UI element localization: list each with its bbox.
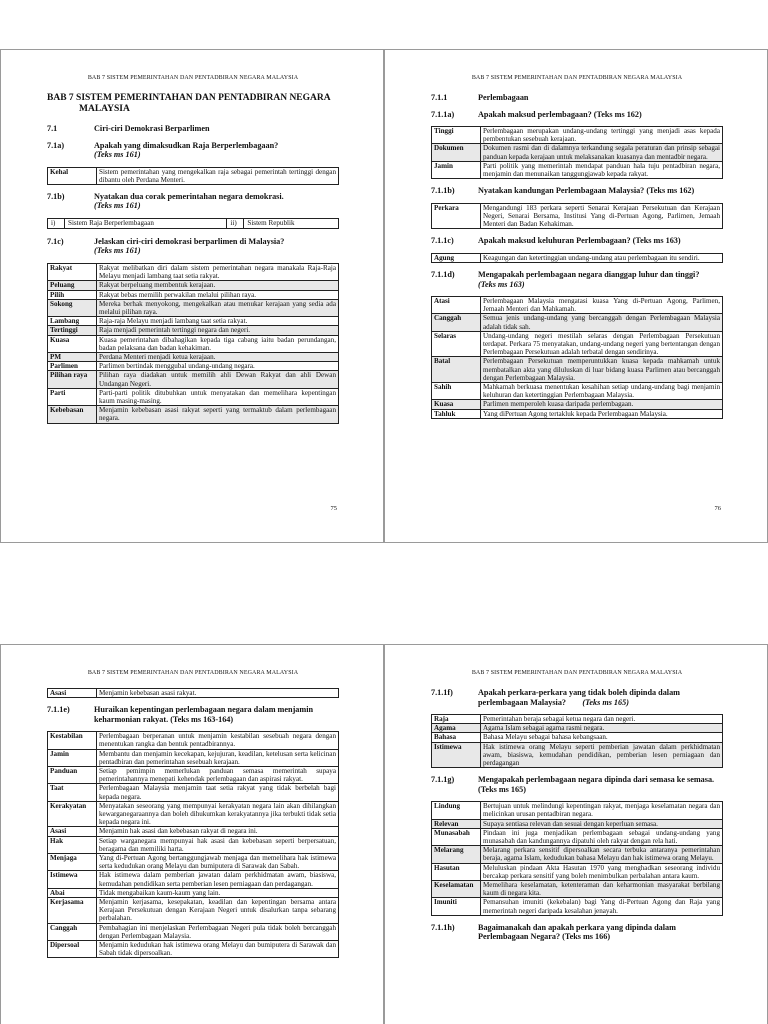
description-cell: Parti politik yang memerintah mendapat panduan hala tuju pentadbiran negara, menjamin dan menunaikan tanggungjawab kepada rakyat. bbox=[481, 161, 723, 178]
question-number: 7.1.1f) bbox=[431, 688, 453, 697]
term-cell: Istimewa bbox=[48, 871, 97, 888]
table-row bbox=[432, 881, 723, 898]
question-number: 7.1.1a) bbox=[431, 109, 455, 119]
term-cell: Tinggi bbox=[432, 127, 481, 144]
question-heading bbox=[431, 110, 723, 120]
description-cell: Bahasa Melayu sebagai bahasa kebangsaan. bbox=[481, 733, 723, 742]
description-cell: Keagungan dan ketertinggian undang-undang atau perlembagaan itu sendiri. bbox=[481, 253, 723, 262]
term-cell: Lambang bbox=[48, 317, 97, 326]
table-row bbox=[48, 888, 339, 897]
definition-table bbox=[431, 126, 723, 179]
definition-table bbox=[431, 714, 723, 768]
definition-table bbox=[431, 296, 723, 419]
description-cell: Parti-parti politik ditubuhkan untuk menyatakan dan memelihara kepentingan kaum masing-masing. bbox=[97, 388, 339, 405]
question-number: 7.1.1h) bbox=[431, 922, 455, 932]
table-row bbox=[48, 371, 339, 388]
description-cell: Perlembagaan Malaysia menjamin taat setia rakyat yang tidak berbelah bagi kepada negara. bbox=[97, 784, 339, 801]
question-heading bbox=[431, 270, 723, 289]
description-cell: Rakyat berpeluang membentuk kerajaan. bbox=[97, 281, 339, 290]
definition-table bbox=[47, 167, 339, 185]
question-heading bbox=[47, 192, 339, 211]
table-row bbox=[432, 144, 723, 161]
question-heading bbox=[47, 705, 339, 724]
table-row bbox=[48, 263, 339, 280]
section-heading bbox=[431, 93, 723, 103]
question-text: Apakah maksud keluhuran Perlembagaan? (Teks ms 163) bbox=[478, 236, 681, 246]
term-cell: Kuasa bbox=[48, 335, 97, 352]
description-cell: Setiap pemimpin memerlukan panduan semasa memerintah supaya pemerintahannya menepati kehendak perlembagaan dan aspirasi rakyat. bbox=[97, 767, 339, 784]
term-cell: Hak bbox=[48, 836, 97, 853]
table-body bbox=[432, 127, 723, 179]
description-cell: Pilihan raya diadakan untuk memilih ahli Dewan Rakyat dan ahli Dewan Undangan Negeri. bbox=[97, 371, 339, 388]
description-cell: Mereka berhak menyokong, mengekalkan atau menukar kerajaan yang sedia ada melalui pilihan raya. bbox=[97, 299, 339, 316]
description-cell: Yang di-Pertuan Agong bertanggungjawab menjaga dan memelihara hak istimewa serta kedudukan orang Melayu dan bumiputera di Sarawak dan Sabah. bbox=[97, 854, 339, 871]
table-row bbox=[432, 127, 723, 144]
question-heading bbox=[431, 236, 723, 246]
table-body bbox=[48, 263, 339, 423]
description-cell: Hak istimewa orang Melayu seperti pemberian jawatan dalam perkhidmatan awam, biasiswa, kemudahan pendidikan, pemberian lesen perniagaan dan perdagangan bbox=[481, 742, 723, 768]
table-body bbox=[432, 253, 723, 262]
table-row bbox=[432, 331, 723, 357]
question-heading bbox=[431, 688, 723, 707]
table-row bbox=[432, 715, 723, 724]
question-text: Huraikan kepentingan perlembagaan negara dalam menjamin keharmonian rakyat. (Teks ms 163-164) bbox=[94, 705, 314, 724]
term-cell: Sahih bbox=[432, 383, 481, 400]
description-cell: Mahkamah berkuasa menentukan kesahihan setiap undang-undang bagi menjamin keluhuran dan ketertinggian Perlembagaan Malaysia. bbox=[481, 383, 723, 400]
table-row bbox=[48, 836, 339, 853]
description-cell: Dokumen rasmi dan di dalamnya terkandung segala peraturan dan prinsip sebagai panduan kepada kerajaan untuk melaksanakan kuasanya dan mentadbir negara. bbox=[481, 144, 723, 161]
question-number: 7.1.1d) bbox=[431, 270, 455, 280]
table-row bbox=[48, 167, 339, 184]
page-77-content bbox=[47, 645, 339, 964]
table-row bbox=[432, 297, 723, 314]
question-number: 7.1.1e) bbox=[47, 705, 70, 715]
chapter-title bbox=[47, 93, 339, 115]
term-cell: Kebebasan bbox=[48, 406, 97, 423]
table-row bbox=[48, 317, 339, 326]
question-text: Mengapakah perlembagaan negara dianggap luhur dan tinggi? (Teks ms 163) bbox=[478, 270, 700, 289]
definition-table bbox=[47, 731, 339, 958]
table-row bbox=[48, 898, 339, 924]
table-row bbox=[48, 871, 339, 888]
term-cell: Tertinggi bbox=[48, 326, 97, 335]
table-row bbox=[48, 218, 339, 228]
description-cell: Supaya sentiasa relevan dan sesuai dengan keperluan semasa. bbox=[481, 819, 723, 828]
description-cell: Perlembagaan berperanan untuk menjamin kestabilan sesebuah negara dengan menentukan rangka dan bentuk pentadbirannya. bbox=[97, 732, 339, 749]
table-row bbox=[48, 749, 339, 766]
description-cell: Yang diPertuan Agong tertakluk kepada Perlembagaan Malaysia. bbox=[481, 409, 723, 418]
table-row bbox=[432, 383, 723, 400]
table-row bbox=[48, 326, 339, 335]
question-text: Bagaimanakah dan apakah perkara yang dipinda dalam Perlembagaan Negara? (Teks ms 166) bbox=[478, 922, 676, 942]
table-row bbox=[48, 388, 339, 405]
table-row bbox=[48, 299, 339, 316]
term-cell: Agung bbox=[432, 253, 481, 262]
description-cell: Perlembagaan Persekutuan memperuntukkan kuasa kepada mahkamah untuk membatalkan akta yang diluluskan di luar bidang kuasa Parlimen atau bercanggah dengan Perlembagaan Malaysia. bbox=[481, 357, 723, 383]
description-cell: Hak istimewa dalam pemberian jawatan dalam perkhidmatan awam, biasiswa, kemudahan pendidikan serta pemberian lesen perniagaan dan perdagangan. bbox=[97, 871, 339, 888]
term-cell: Imuniti bbox=[432, 898, 481, 915]
table-row bbox=[48, 281, 339, 290]
table-row bbox=[432, 863, 723, 880]
term-cell: Kehal bbox=[48, 167, 97, 184]
table-row bbox=[432, 400, 723, 409]
term-cell: Relevan bbox=[432, 819, 481, 828]
description-cell: Menjamin kebebasan asasi rakyat seperti yang termaktub dalam perlembagaan negara. bbox=[97, 406, 339, 423]
description-cell: Undang-undang negeri mestilah selaras dengan Perlembagaan Persekutuan terdapat. Perkara 75 menyatakan, undang-undang negeri yang bertentangan dengan Perlembagaan Persekutuan adalah terbatal dengan sendirinya. bbox=[481, 331, 723, 357]
table-row bbox=[48, 767, 339, 784]
section-number: 7.1 bbox=[47, 124, 58, 133]
definition-table bbox=[431, 801, 723, 916]
answer-table bbox=[47, 218, 339, 229]
description-cell: Meluluskan pindaan Akta Hasutan 1970 yang menghadkan seseorang individu bercakap perkara sensitif yang boleh menimbulkan perbalahan antara kaum. bbox=[481, 863, 723, 880]
term-cell: Agama bbox=[432, 724, 481, 733]
definition-table bbox=[431, 203, 723, 230]
table-row bbox=[48, 854, 339, 871]
page-77 bbox=[0, 644, 384, 1024]
table-row bbox=[48, 352, 339, 361]
page-number: 75 bbox=[330, 505, 337, 512]
question-text: Apakah perkara-perkara yang tidak boleh dipinda dalam perlembagaan Malaysia? (Teks ms 165) bbox=[478, 688, 681, 707]
page-75 bbox=[0, 49, 384, 543]
term-cell: Atasi bbox=[432, 297, 481, 314]
table-cell: Sistem Republik bbox=[244, 218, 339, 228]
description-cell: Perlembagaan Malaysia mengatasi kuasa Yang di-Pertuan Agong, Parlimen, Jemaah Menteri dan Mahkamah. bbox=[481, 297, 723, 314]
table-row bbox=[48, 732, 339, 749]
question-number: 7.1.1c) bbox=[431, 236, 454, 246]
definition-table bbox=[47, 688, 339, 698]
term-cell: Kerjasama bbox=[48, 898, 97, 924]
table-row bbox=[48, 362, 339, 371]
table-cell: Sistem Raja Berperlembagaan bbox=[65, 218, 227, 228]
page-78-content bbox=[431, 645, 723, 949]
table-row bbox=[432, 898, 723, 915]
table-row bbox=[432, 733, 723, 742]
term-cell: Sokong bbox=[48, 299, 97, 316]
page-78 bbox=[384, 644, 768, 1024]
description-cell: Menjamin kebebasan asasi rakyat. bbox=[97, 689, 339, 698]
running-header: BAB 7 SISTEM PEMERINTAHAN DAN PENTADBIRAN NEGARA MALAYSIA bbox=[87, 75, 299, 81]
table-row bbox=[48, 335, 339, 352]
text-reference: (Teks ms 161) bbox=[94, 201, 141, 211]
description-cell: Menjamin kerjasama, kesepakatan, keadilan dan kepentingan bersama antara Kerajaan Persekutuan dengan Kerajaan Negeri untuk disalurkan tanpa sebarang perbalahan. bbox=[97, 898, 339, 924]
question-text: Jelaskan ciri-ciri demokrasi berparlimen di Malaysia? (Teks ms 161) bbox=[94, 236, 285, 256]
table-row bbox=[48, 784, 339, 801]
description-cell: Pemerintahan beraja sebagai ketua negara dan negeri. bbox=[481, 715, 723, 724]
description-cell: Memelihara keselamatan, ketenteraman dan keharmonian masyarakat berbilang kaum di negara kita. bbox=[481, 881, 723, 898]
description-cell: Pindaan ini juga menjadikan perlembagaan sebagai undang-undang yang munasabah dan kandungannya dipatuhi oleh rakyat dengan rela hati. bbox=[481, 828, 723, 845]
table-row bbox=[432, 742, 723, 768]
question-heading bbox=[431, 775, 723, 794]
description-cell: Pembahagian ini menjelaskan Perlembagaan Negeri pula tidak boleh bercanggah dengan Perlembagaan Malaysia. bbox=[97, 923, 339, 940]
question-number: 7.1b) bbox=[47, 191, 65, 201]
term-cell: Abai bbox=[48, 888, 97, 897]
table-body bbox=[432, 802, 723, 916]
term-cell: Parti bbox=[48, 388, 97, 405]
term-cell: Asasi bbox=[48, 827, 97, 836]
term-cell: Pilih bbox=[48, 290, 97, 299]
description-cell: Menjamin hak asasi dan kebebasan rakyat di negara ini. bbox=[97, 827, 339, 836]
term-cell: Kerakyatan bbox=[48, 801, 97, 827]
table-row bbox=[432, 314, 723, 331]
term-cell: Munasabah bbox=[432, 828, 481, 845]
section-heading bbox=[47, 124, 339, 134]
term-cell: Kestabilan bbox=[48, 732, 97, 749]
table-body bbox=[48, 732, 339, 958]
term-cell: Canggah bbox=[48, 923, 97, 940]
description-cell: Raja-raja Melayu menjadi lambang taat setia rakyat. bbox=[97, 317, 339, 326]
page-75-content bbox=[47, 50, 339, 430]
page-76 bbox=[384, 49, 768, 543]
table-row bbox=[48, 406, 339, 423]
section-number: 7.1.1 bbox=[431, 93, 448, 102]
question-heading bbox=[47, 141, 339, 160]
text-reference: (Teks ms 163) bbox=[478, 279, 525, 289]
table-row bbox=[432, 161, 723, 178]
term-cell: PM bbox=[48, 352, 97, 361]
page-number: 76 bbox=[714, 505, 721, 512]
term-cell: Hasutan bbox=[432, 863, 481, 880]
question-number: 7.1.1g) bbox=[431, 775, 455, 785]
text-reference: (Teks ms 161) bbox=[94, 150, 141, 159]
table-row bbox=[432, 409, 723, 418]
description-cell: Perlembagaan merupakan undang-undang tertinggi yang menjadi asas kepada pembentukan sesebuah kerajaan. bbox=[481, 127, 723, 144]
table-row bbox=[48, 801, 339, 827]
description-cell: Tidak mengabaikan kaum-kaum yang lain. bbox=[97, 888, 339, 897]
term-cell: Batal bbox=[432, 357, 481, 383]
term-cell: Canggah bbox=[432, 314, 481, 331]
description-cell: Semua jenis undang-undang yang bercanggah dengan Perlembagaan Malaysia adalah tidak sah. bbox=[481, 314, 723, 331]
running-header: BAB 7 SISTEM PEMERINTAHAN DAN PENTADBIRAN NEGARA MALAYSIA bbox=[471, 75, 683, 81]
term-cell: Istimewa bbox=[432, 742, 481, 768]
term-cell: Pilihan raya bbox=[48, 371, 97, 388]
description-cell: Menyatakan seseorang yang mempunyai kerakyatan negara lain akan dihilangkan kewarganegaraannya dan boleh dihukumkan kerakyatannya jika terbukti tidak setia kepada negara ini. bbox=[97, 801, 339, 827]
description-cell: Sistem pemerintahan yang mengekalkan raja sebagai pemerintah tertinggi dengan dibantu oleh Perdana Menteri. bbox=[97, 167, 339, 184]
term-cell: Keselamatan bbox=[432, 881, 481, 898]
term-cell: Melarang bbox=[432, 846, 481, 863]
table-cell: i) bbox=[48, 218, 65, 228]
term-cell: Jamin bbox=[432, 161, 481, 178]
question-text: Apakah yang dimaksudkan Raja Berperlembagaan? (Teks ms 161) bbox=[94, 140, 279, 159]
table-row bbox=[432, 357, 723, 383]
description-cell: Parlimen memperoleh kuasa daripada perlembagaan. bbox=[481, 400, 723, 409]
running-header: BAB 7 SISTEM PEMERINTAHAN DAN PENTADBIRAN NEGARA MALAYSIA bbox=[471, 670, 683, 676]
table-body bbox=[48, 167, 339, 184]
definition-table bbox=[47, 263, 339, 424]
table-row bbox=[432, 724, 723, 733]
chapter-title-line2: MALAYSIA bbox=[79, 104, 130, 114]
term-cell: Lindung bbox=[432, 802, 481, 819]
description-cell: Perdana Menteri menjadi ketua kerajaan. bbox=[97, 352, 339, 361]
term-cell: Rakyat bbox=[48, 263, 97, 280]
term-cell: Kuasa bbox=[432, 400, 481, 409]
table-row bbox=[432, 828, 723, 845]
term-cell: Selaras bbox=[432, 331, 481, 357]
term-cell: Jamin bbox=[48, 749, 97, 766]
description-cell: Raja menjadi pemerintah tertinggi negara dan negeri. bbox=[97, 326, 339, 335]
description-cell: Membantu dan menjamin kecekapan, kejujuran, keadilan, ketelusan serta kelicinan pentadbiran dan pemerintahan sesebuah kerajaan. bbox=[97, 749, 339, 766]
table-row bbox=[48, 923, 339, 940]
description-cell: Agama Islam sebagai agama rasmi negara. bbox=[481, 724, 723, 733]
term-cell: Dokumen bbox=[432, 144, 481, 161]
chapter-title-line1: BAB 7 SISTEM PEMERINTAHAN DAN PENTADBIRAN NEGARA bbox=[47, 93, 331, 103]
description-cell: Kuasa pemerintahan dibahagikan kepada tiga cabang iaitu badan perundangan, badan pelaksana dan badan kehakiman. bbox=[97, 335, 339, 352]
term-cell: Peluang bbox=[48, 281, 97, 290]
term-cell: Tahluk bbox=[432, 409, 481, 418]
term-cell: Bahasa bbox=[432, 733, 481, 742]
description-cell: Setiap warganegara mempunyai hak asasi dan kebebasan seperti berpersatuan, beragama dan memiliki harta. bbox=[97, 836, 339, 853]
description-cell: Pemansuhan imuniti (kekebalan) bagi Yang di-Pertuan Agong dan Raja yang memerintah negeri daripada kesalahan jenayah. bbox=[481, 898, 723, 915]
question-text: Nyatakan dua corak pemerintahan negara demokrasi. (Teks ms 161) bbox=[94, 191, 284, 211]
question-heading bbox=[47, 237, 339, 256]
question-number: 7.1c) bbox=[47, 236, 64, 246]
question-text: Nyatakan kandungan Perlembagaan Malaysia? (Teks ms 162) bbox=[478, 186, 695, 196]
table-body bbox=[432, 715, 723, 768]
section-title: Ciri-ciri Demokrasi Berparlimen bbox=[94, 124, 210, 133]
table-row bbox=[432, 203, 723, 229]
description-cell: Parlimen bertindak menggubal undang-undang negara. bbox=[97, 362, 339, 371]
question-number: 7.1a) bbox=[47, 140, 65, 150]
description-cell: Rakyat bebas memilih perwakilan melalui pilihan raya. bbox=[97, 290, 339, 299]
page-76-content bbox=[431, 50, 723, 425]
description-cell: Rakyat melibatkan diri dalam sistem pemerintahan negara manakala Raja-Raja Melayu menjadi lambang taat setia rakyat. bbox=[97, 263, 339, 280]
description-cell: Bertujuan untuk melindungi kepentingan rakyat, menjaga keselamatan negara dan melicinkan urusan pentadbiran negara. bbox=[481, 802, 723, 819]
term-cell: Taat bbox=[48, 784, 97, 801]
definition-table bbox=[431, 253, 723, 263]
running-header: BAB 7 SISTEM PEMERINTAHAN DAN PENTADBIRAN NEGARA MALAYSIA bbox=[87, 670, 299, 676]
table-row bbox=[48, 689, 339, 698]
description-cell: Menjamin kedudukan hak istimewa orang Melayu dan bumiputera di Sarawak dan Sabah tidak dipersoalkan. bbox=[97, 941, 339, 958]
term-cell: Dipersoal bbox=[48, 941, 97, 958]
table-row bbox=[432, 846, 723, 863]
question-number: 7.1.1b) bbox=[431, 186, 455, 196]
table-row bbox=[48, 290, 339, 299]
section-title: Perlembagaan bbox=[478, 93, 529, 102]
table-body bbox=[48, 689, 339, 698]
question-text: Apakah maksud perlembagaan? (Teks ms 162) bbox=[478, 109, 642, 119]
question-heading bbox=[431, 186, 723, 196]
table-cell: ii) bbox=[227, 218, 244, 228]
table-row bbox=[432, 802, 723, 819]
term-cell: Raja bbox=[432, 715, 481, 724]
table-body bbox=[432, 297, 723, 419]
description-cell: Mengandungi 183 perkara seperti Senarai Kerajaan Persekutuan dan Kerajaan Negeri, Senarai Bersama, Institusi Yang di-Pertuan Agong, Parlimen, Jemaah Menteri dan Badan Kehakiman. bbox=[481, 203, 723, 229]
table-row bbox=[48, 827, 339, 836]
term-cell: Panduan bbox=[48, 767, 97, 784]
text-reference: (Teks ms 165) bbox=[582, 697, 629, 707]
table-row bbox=[48, 941, 339, 958]
table-row bbox=[432, 253, 723, 262]
question-text: Mengapakah perlembagaan negara dipinda dari semasa ke semasa. (Teks ms 165) bbox=[478, 775, 715, 794]
table-row bbox=[432, 819, 723, 828]
table-body bbox=[432, 203, 723, 229]
description-cell: Melarang perkara sensitif dipersoalkan secara terbuka antaranya pemerintahan beraja, agama Islam, kedudukan bahasa Melayu dan hak istimewa orang Melayu. bbox=[481, 846, 723, 863]
term-cell: Asasi bbox=[48, 689, 97, 698]
term-cell: Perkara bbox=[432, 203, 481, 229]
text-reference: (Teks ms 161) bbox=[94, 246, 141, 256]
term-cell: Menjaga bbox=[48, 854, 97, 871]
question-heading bbox=[431, 923, 723, 942]
term-cell: Parlimen bbox=[48, 362, 97, 371]
